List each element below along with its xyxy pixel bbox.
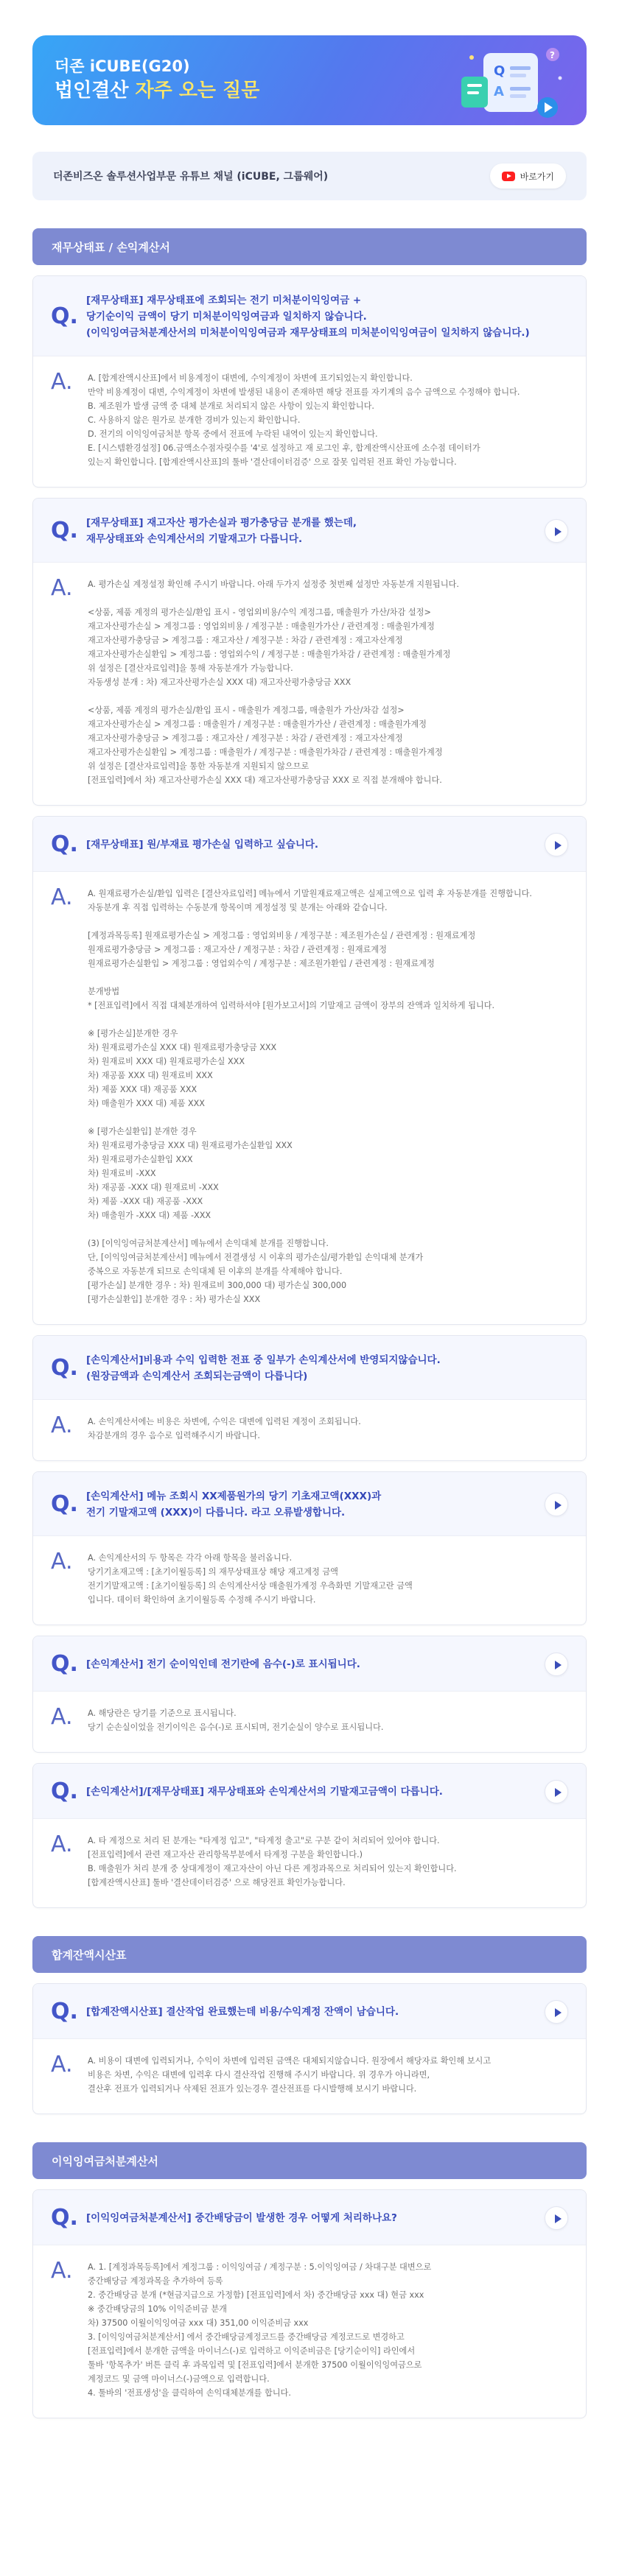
answer-mark-icon: A. [51, 1412, 73, 1438]
faq-question[interactable] [33, 1764, 586, 1818]
play-video-icon[interactable] [545, 1780, 568, 1803]
youtube-channel-bar [32, 152, 587, 200]
answer-mark-icon: A. [51, 1704, 73, 1730]
faq-illustration-icon [442, 41, 567, 122]
answer-mark-icon: A. [51, 1831, 73, 1857]
question-mark-icon: Q. [51, 1651, 78, 1677]
section-title: 합계잔액시산표 [32, 1936, 587, 1973]
faq-answer [33, 356, 586, 487]
faq-answer [33, 1399, 586, 1460]
faq-answer [33, 2245, 586, 2418]
header-banner [32, 35, 587, 125]
faq-question[interactable] [33, 1984, 586, 2038]
faq-item [32, 1636, 587, 1753]
question-text: [손익계산서] 메뉴 조회시 XX제품원가의 당기 기초재고액(XXX)과 전기 기말재고액 (XXX)이 다릅니다. 라고 오류발생합니다. [86, 1491, 382, 1518]
faq-sections [32, 228, 587, 2418]
question-mark-icon: Q. [51, 303, 78, 329]
faq-question[interactable] [33, 2190, 586, 2245]
faq-answer [33, 1535, 586, 1625]
answer-mark-icon: A. [51, 369, 73, 395]
answer-text: A. 원재료평가손실/환입 입력은 [결산자료입력] 메뉴에서 기말원재료재고액은 실제고액으로 입력 후 자동분개를 진행합니다. 자동분개 후 직접 입력하는 수동분개 항목이며 계정설정 및 분개는 아래와 같습니다. [계정과목등록] 원재료평가손실 > 계정그룹 : 영업외비용 / 계정구분 : 제조원가손실 / 관련계정 : 원재료계정 원재료평가충당금 > 계정그룹 : 재고자산 / 계정구분 : 차감 / 관련계정 : 원재료계정 원재료평가손실환입 > 계정그룹 : 영업외수익 / 계정구분 : 제조원가환입 / 관련계정 : 원재료계정 분개방법 * [전표입력]에서 직접 대체분개하여 입력하셔야 [원가보고서]의 기말재고 금액이 장부의 잔액과 일치하게 됩니다. ※ [평가손실]분개한 경우 차) 원재료평가손실 XXX 대) 원재료평가충당금 XXX 차) 원재료비 XXX 대) 원재료평가손실 XXX 차) 재공품 XXX 대) 원재료비 XXX 차) 제품 XXX 대) 재공품 XXX 차) 매출원가 XXX 대) 제품 XXX ※ [평가손실환입] 분개한 경우 차) 원재료평가충당금 XXX 대) 원재료평가손실환입 XXX 차) 원재료평가손실환입 XXX 차) 원재료비 -XXX 차) 재공품 -XXX 대) 원재료비 -XXX 차) 제품 -XXX 대) 재공품 -XXX 차) 매출원가 -XXX 대) 제품 -XXX (3) [이익잉여금처분계산서] 메뉴에서 손익대체 분개를 진행합니다. 단, [이익잉여금처분계산서] 메뉴에서 전결생성 시 이후의 평가손실/평가환입 손익대체 분개가 중복으로 자동분개 되므로 손익대체 된 이후의 분개를 삭제해야 합니다. [평가손실] 분개한 경우 : 차) 원재료비 300,000 대) 평가손실 300,000 [평가손실환입] 분개한 경우 : 차) 평가손실 XXX [88, 889, 532, 1304]
answer-mark-icon: A. [51, 2052, 73, 2077]
answer-text: A. 평가손실 계정설정 확인해 주시기 바랍니다. 아래 두가지 설정중 첫번째 설정만 자동분개 지원됩니다. <상품, 제품 계정의 평가손실/환입 표시 - 영업외비용/수익 계정그룹, 매출원가 가산/차감 설정> 재고자산평가손실 > 계정그룹 : 영업외비용 / 계정구분 : 매출원가가산 / 관련계정 : 매출원가계정 재고자산평가충당금 > 계정그룹 : 재고자산 / 계정구분 : 차감 / 관련계정 : 재고자산계정 재고자산평가손실환입 > 계정그룹 : 영업외수익 / 계정구분 : 매출원가차감 / 관련계정 : 매출원가계정 위 설정은 [결산자료입력]을 통해 자동분개가 가능합니다. 자동생성 분개 : 차) 재고자산평가손실 XXX 대) 재고자산평가충당금 XXX <상품, 제품 계정의 평가손실/환입 표시 - 매출원가 계정그룹, 매출원가 가산/차감 설정> 재고자산평가손실 > 계정그룹 : 매출원가 / 계정구분 : 매출원가가산 / 관련계정 : 매출원가계정 재고자산평가충당금 > 계정그룹 : 재고자산 / 계정구분 : 차감 / 관련계정 : 재고자산계정 재고자산평가손실환입 > 계정그룹 : 매출원가 / 계정구분 : 매출원가차감 / 관련계정 : 매출원가계정 위 설정은 [결산자료입력]을 통한 자동분개 지원되지 않으므로 [전표입력]에서 차) 재고자산평가손실 XXX 대) 재고자산평가충당금 XXX 로 직접 분개해야 합니다. [88, 580, 459, 785]
answer-text: A. 비용이 대변에 입력되거나, 수익이 차변에 입력된 금액은 대체되지않습니다. 원장에서 해당자료 확인해 보시고 비용은 차변, 수익은 대변에 입력후 다시 결산작업 진행해 주시기 바랍니다. 위 경우가 아니라면, 결산후 전표가 입력되거나 삭제된 전표가 있는경우 결산전표를 다시발행해 보시기 바랍니다. [88, 2056, 492, 2094]
answer-mark-icon: A. [51, 575, 73, 601]
question-text: [재무상태표] 재고자산 평가손실과 평가충당금 분개를 했는데, 재무상태표와 손익계산서의 기말재고가 다릅니다. [86, 517, 357, 545]
faq-section [32, 2142, 587, 2418]
faq-question[interactable] [33, 1472, 586, 1535]
svg-text:A: A [494, 84, 504, 99]
play-video-icon[interactable] [545, 1653, 568, 1676]
svg-text:?: ? [550, 50, 555, 60]
youtube-channel-label: 더존비즈온 솔루션사업부문 유튜브 채널 (iCUBE, 그룹웨어) [53, 171, 329, 183]
answer-mark-icon: A. [51, 884, 73, 910]
question-text: [합계잔액시산표] 결산작업 완료했는데 비용/수익계정 잔액이 남습니다. [86, 2006, 399, 2018]
answer-text: A. 1. [계정과목등록]에서 계정그룹 : 이익잉여금 / 계정구분 : 5.이익잉여금 / 차대구분 대변으로 중간배당금 계정과목을 추가하여 등록 2. 중간배당금 분개 (*현금지급으로 가정함) [전표입력]에서 차) 중간배당금 xxx 대) 현금 xxx ※ 중간배당금의 10% 이익준비금 분개 차) 37500 이월이익잉여금 xxx 대) 351,00 이익준비금 xxx 3. [이익잉여금처분계산서] 에서 중간배당금계정코드를 중간배당금 계정코드로 변경하고 [전표입력]에서 분개한 금액을 마이너스(-)로 입력하고 이익준비금은 [당기순이익] 라인에서 툴바 '항목추가' 버튼 클릭 후 과목입력 및 [전표입력]에서 분개한 37500 이월이익잉여금으로 계정코드 및 금액 마이너스(-)금액으로 입력합니다. 4. 툴바의 '전표생성'을 클릭하여 손익대체분개를 합니다. [88, 2262, 432, 2398]
faq-item [32, 1983, 587, 2114]
faq-question[interactable] [33, 499, 586, 562]
question-mark-icon: Q. [51, 518, 78, 543]
question-text: [손익계산서]비용과 수익 입력한 전표 중 일부가 손익계산서에 반영되지않습니다. (원장금액과 손익계산서 조회되는금액이 다릅니다) [86, 1354, 441, 1382]
question-text: [손익계산서] 전기 순이익인데 전기란에 음수(-)로 표시됩니다. [86, 1658, 360, 1670]
answer-text: A. 타 계정으로 처리 된 분개는 "타계정 입고", "타계정 출고"로 구분 같이 처리되어 있어야 합니다. [전표입력]에서 관련 재고자산 관리항목부분에서 타계정 구분을 확인합니다.) B. 매출원가 처리 분개 중 상대계정이 재고자산이 아닌 다른 계정과목으로 처리되어 있는지 확인합니다. [합계잔액시산표] 툴바 '결산데이터검증' 으로 해당전표 확인가능합니다. [88, 1836, 457, 1887]
play-video-icon[interactable] [545, 833, 568, 856]
answer-text: A. [합계잔액시산표]에서 비용계정이 대변에, 수익계정이 차변에 표기되었는지 확인합니다. 만약 비용계정이 대변, 수익계정이 차변에 발생된 내용이 존재하면 해당 전표를 자기계의 음수 금액으로 수정해야 합니다. B. 제조원가 발생 금액 중 대체 분개로 처리되지 않은 사항이 있는지 확인합니다. C. 사용하지 않은 원가로 분개한 경비가 있는지 확인합니다. D. 전기의 이익잉여금처분 항목 중에서 전표에 누락된 내역이 있는지 확인합니다. E. [시스템환경설정] 06.금액소수점자릿수를 '4'로 설정하고 재 로그인 후, 합계잔액시산표에 소수점 데이터가 있는지 확인합니다. [합계잔액시산표]의 툴바 '결산데이터검증' 으로 잘못 입력된 전표 확인 가능합니다. [88, 373, 520, 467]
section-title: 재무상태표 / 손익계산서 [32, 228, 587, 265]
faq-section [32, 1936, 587, 2114]
faq-item [32, 816, 587, 1325]
question-text: [재무상태표] 재무상태표에 조회되는 전기 미처분이익잉여금 + 당기순이익 금액이 당기 미처분이익잉여금과 일치하지 않습니다. (이익잉여금처분계산서의 미처분이익잉여금과 재무상태표의 미처분이익잉여금이 일치하지 않습니다.) [86, 295, 530, 339]
faq-question[interactable] [33, 1336, 586, 1399]
header-title: 더존 iCUBE(G20) [55, 57, 190, 75]
question-mark-icon: Q. [51, 1355, 78, 1381]
question-text: [이익잉여금처분계산서] 중간배당금이 발생한 경우 어떻게 처리하나요? [86, 2212, 397, 2224]
faq-answer [33, 1818, 586, 1907]
answer-text: A. 손익계산서에는 비용은 차변에, 수익은 대변에 입력된 계정이 조회됩니다. 차감분개의 경우 음수로 입력해주시기 바랍니다. [88, 1417, 361, 1440]
faq-item [32, 2189, 587, 2418]
question-mark-icon: Q. [51, 1999, 78, 2024]
play-video-icon[interactable] [545, 1493, 568, 1516]
question-mark-icon: Q. [51, 831, 78, 857]
youtube-shortcut-label: 바로가기 [520, 171, 554, 182]
faq-section [32, 228, 587, 1908]
faq-item [32, 1763, 587, 1908]
youtube-shortcut-button[interactable] [490, 163, 566, 189]
question-text: [재무상태표] 원/부재료 평가손실 입력하고 싶습니다. [86, 839, 319, 851]
faq-question[interactable] [33, 817, 586, 871]
header-subtitle: 법인결산 자주 오는 질문 [55, 80, 260, 102]
play-video-icon[interactable] [545, 519, 568, 543]
question-mark-icon: Q. [51, 2205, 78, 2231]
answer-mark-icon: A. [51, 1549, 73, 1574]
svg-text:Q: Q [494, 63, 506, 79]
faq-answer [33, 871, 586, 1324]
question-mark-icon: Q. [51, 1491, 78, 1517]
answer-mark-icon: A. [51, 2258, 73, 2284]
question-mark-icon: Q. [51, 1778, 78, 1804]
faq-answer [33, 562, 586, 805]
faq-item [32, 498, 587, 806]
answer-text: A. 손익계산서의 두 항목은 각각 아래 항목을 불러옵니다. 당기기초재고액 : [초기이월등록] 의 재무상태표상 해당 재고계정 금액 전기기말재고액 : [초기이월등록] 의 손익계산서상 매출원가계정 우측화면 기말재고란 금액 입니다. 데이터 확인하여 초기이월등록 수정해 주시기 바랍니다. [88, 1553, 413, 1605]
play-video-icon[interactable] [545, 2206, 568, 2230]
play-video-icon[interactable] [545, 2000, 568, 2024]
faq-answer [33, 1691, 586, 1752]
faq-question[interactable] [33, 1636, 586, 1691]
faq-item [32, 1471, 587, 1625]
faq-question[interactable] [33, 276, 586, 356]
faq-item [32, 1335, 587, 1461]
answer-text: A. 해당란은 당기를 기준으로 표시됩니다. 당기 순손실이었을 전기이익은 음수(-)로 표시되며, 전기순실이 양수로 표시됩니다. [88, 1708, 384, 1732]
faq-answer [33, 2038, 586, 2114]
youtube-icon [502, 172, 515, 181]
question-text: [손익계산서]/[재무상태표] 재무상태표와 손익계산서의 기말재고금액이 다릅니다. [86, 1786, 443, 1798]
section-title: 이익잉여금처분계산서 [32, 2142, 587, 2179]
faq-item [32, 275, 587, 488]
